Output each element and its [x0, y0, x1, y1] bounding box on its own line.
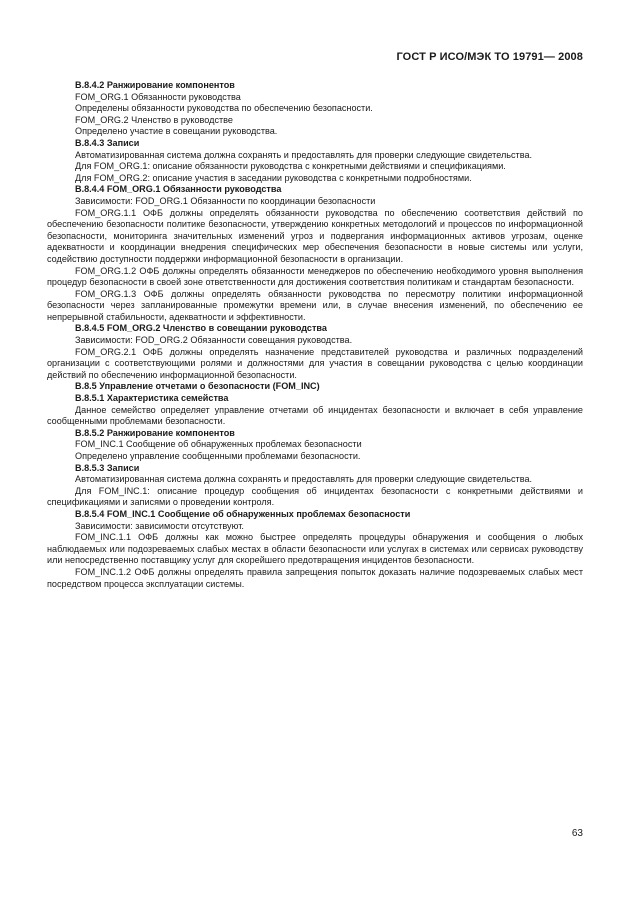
paragraph: FOM_ORG.1.2 ОФБ должны определять обязанности менеджеров по обеспечению необходимого уровня выполнения процедур безопасности в своей зоне ответственности для достижения соответствия политикам и стандартам безопасности. — [47, 265, 583, 288]
paragraph: FOM_ORG.2 Членство в руководстве — [75, 114, 233, 125]
paragraph: Автоматизированная система должна сохранять и предоставлять для проверки следующие свидетельства. — [75, 474, 533, 485]
section-heading: B.8.4.3 Записи — [75, 137, 140, 148]
section-heading: B.8.4.4 FOM_ORG.1 Обязанности руководства — [75, 184, 282, 195]
section-heading: B.8.4.2 Ранжирование компонентов — [75, 80, 235, 90]
section-heading: B.8.5.1 Характеристика семейства — [75, 393, 229, 404]
paragraph: Зависимости: зависимости отсутствуют. — [75, 520, 244, 531]
paragraph: Для FOM_INC.1: описание процедур сообщения об инцидентах безопасности с конкретными действиями и спецификациями и записями о проведении контроля. — [47, 485, 583, 508]
paragraph: Данное семейство определяет управление отчетами об инцидентах безопасности и включает в себя управление сообщенными проблемами безопасности. — [47, 404, 583, 427]
document-body — [47, 80, 583, 590]
page-number: 63 — [571, 828, 583, 839]
paragraph: Для FOM_ORG.1: описание обязанности руководства с конкретными действиями и спецификациями. — [75, 161, 506, 172]
paragraph: FOM_INC.1.2 ОФБ должны определять правила запрещения попыток доказать наличие подозреваемых слабых мест посредством процесса эксплуатации системы. — [47, 566, 583, 589]
section-heading: B.8.5 Управление отчетами о безопасности (FOM_INC) — [75, 381, 320, 392]
paragraph: Зависимости: FOD_ORG.2 Обязанности совещания руководства. — [75, 335, 353, 346]
paragraph: Зависимости: FOD_ORG.1 Обязанности по координации безопасности — [75, 195, 376, 206]
section-heading: B.8.5.3 Записи — [75, 462, 140, 473]
paragraph: Для FOM_ORG.2: описание участия в заседании руководства с конкретными подробностями. — [75, 172, 472, 183]
paragraph: FOM_ORG.1.1 ОФБ должны определять обязанности руководства по обеспечению соответствия действий по обеспечению безопасности политике безопасности, утверждению конкретных методологий и процессов по информационной безопасности, мониторинга значительных изменений угроз и подвергания информационных активов угрозам, оценке адекватности и координации внедрения специфических мер обеспечения безопасности в новые системы или услуги, содействию доступности поддержки информационной безопасности в организации. — [47, 207, 583, 264]
document-header: ГОСТ Р ИСО/МЭК ТО 19791— 2008 — [396, 51, 583, 63]
section-heading: B.8.4.5 FOM_ORG.2 Членство в совещании руководства — [75, 323, 327, 334]
paragraph: Автоматизированная система должна сохранять и предоставлять для проверки следующие свидетельства. — [75, 149, 533, 160]
paragraph: FOM_ORG.1.3 ОФБ должны определять обязанности руководства по пересмотру политики информационной безопасности через запланированные промежутки времени или, в случае внесения изменений, по обеспечению ее непрерывной стабильности, адекватности и эффективности. — [47, 288, 583, 322]
paragraph: FOM_ORG.1 Обязанности руководства — [75, 91, 241, 102]
paragraph: FOM_INC.1.1 ОФБ должны как можно быстрее определять процедуры обнаружения и сообщения о любых наблюдаемых или подозреваемых слабых местах в области безопасности или услугах в системах или сервисах руководству или непосредственно поставщику услуг для скорейшего предотвращения инцидентов безопасности. — [47, 532, 583, 566]
section-heading: B.8.5.4 FOM_INC.1 Сообщение об обнаруженных проблемах безопасности — [75, 508, 411, 519]
section-heading: B.8.5.2 Ранжирование компонентов — [75, 427, 235, 438]
paragraph: Определено управление сообщенными проблемами безопасности. — [75, 451, 361, 461]
paragraph: FOM_ORG.2.1 ОФБ должны определять назначение представителей руководства и различных подразделений организации с соответствующими ролями и должностями для участия в совещании руководства с целью координации действий по обеспечению информационной безопасности. — [47, 346, 583, 380]
paragraph: Определены обязанности руководства по обеспечению безопасности. — [75, 103, 373, 114]
paragraph: FOM_INC.1 Сообщение об обнаруженных проблемах безопасности — [75, 439, 362, 450]
paragraph: Определено участие в совещании руководства. — [75, 126, 278, 137]
